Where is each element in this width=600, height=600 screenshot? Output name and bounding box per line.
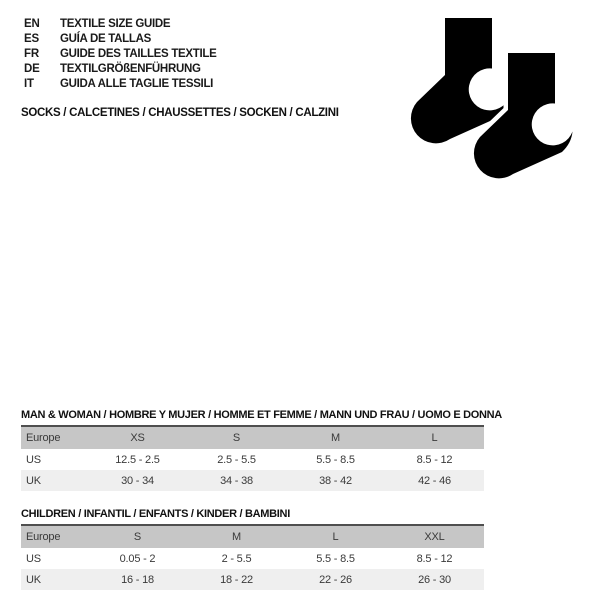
row-label: US	[26, 453, 41, 466]
size-cell: 8.5 - 12	[416, 453, 453, 466]
size-cell: 2 - 5.5	[221, 552, 252, 565]
language-label: GUÍA DE TALLAS	[60, 33, 151, 45]
table-row-us	[21, 548, 484, 569]
language-label: GUIDE DES TAILLES TEXTILE	[60, 48, 217, 60]
size-cell: 5.5 - 8.5	[316, 552, 355, 565]
size-cell: 18 - 22	[220, 573, 253, 586]
language-row	[24, 32, 217, 47]
table-header-row	[21, 524, 484, 548]
socks-icon-svg	[405, 8, 585, 193]
category-line: SOCKS / CALCETINES / CHAUSSETTES / SOCKEN / CALZINI	[21, 107, 339, 119]
table-row-uk	[21, 470, 484, 491]
size-cell: 34 - 38	[220, 474, 253, 487]
row-label: UK	[26, 573, 41, 586]
language-guide-block	[24, 17, 217, 92]
column-header: L	[332, 531, 339, 543]
column-header: S	[232, 432, 241, 444]
language-code: DE	[24, 63, 40, 75]
size-table-man-woman	[21, 409, 502, 491]
size-cell: 16 - 18	[121, 573, 154, 586]
table-grid	[21, 425, 484, 491]
socks-icon	[405, 8, 585, 193]
column-header: Europe	[26, 432, 61, 444]
table-row-us	[21, 449, 484, 470]
language-label: GUIDA ALLE TAGLIE TESSILI	[60, 78, 214, 90]
table-grid	[21, 524, 484, 590]
size-cell: 22 - 26	[319, 573, 352, 586]
language-row	[24, 47, 217, 62]
column-header: XXL	[424, 531, 445, 543]
column-header: Europe	[26, 531, 61, 543]
language-label: TEXTILGRÖßENFÜHRUNG	[60, 63, 201, 75]
column-header: M	[331, 432, 340, 444]
size-cell: 2.5 - 5.5	[217, 453, 256, 466]
size-cell: 0.05 - 2	[119, 552, 156, 565]
column-header: S	[133, 531, 142, 543]
language-label: TEXTILE SIZE GUIDE	[60, 18, 171, 30]
size-cell: 42 - 46	[418, 474, 451, 487]
size-cell: 26 - 30	[418, 573, 451, 586]
column-header: M	[232, 531, 241, 543]
language-row	[24, 62, 217, 77]
row-label: UK	[26, 474, 41, 487]
size-cell: 5.5 - 8.5	[316, 453, 355, 466]
language-code: ES	[24, 33, 39, 45]
language-code: EN	[24, 18, 40, 30]
table-row-uk	[21, 569, 484, 590]
column-header: L	[431, 432, 438, 444]
column-header: XS	[130, 432, 145, 444]
row-label: US	[26, 552, 41, 565]
size-cell: 38 - 42	[319, 474, 352, 487]
size-cell: 8.5 - 12	[416, 552, 453, 565]
language-code: FR	[24, 48, 39, 60]
table-title: MAN & WOMAN / HOMBRE Y MUJER / HOMME ET FEMME / MANN UND FRAU / UOMO E DONNA	[21, 409, 502, 421]
language-row	[24, 77, 217, 92]
size-cell: 30 - 34	[121, 474, 154, 487]
table-title: CHILDREN / INFANTIL / ENFANTS / KINDER / BAMBINI	[21, 508, 290, 520]
size-cell: 12.5 - 2.5	[115, 453, 160, 466]
size-table-children	[21, 509, 484, 590]
language-code: IT	[24, 78, 34, 90]
table-header-row	[21, 425, 484, 449]
language-row	[24, 17, 217, 32]
